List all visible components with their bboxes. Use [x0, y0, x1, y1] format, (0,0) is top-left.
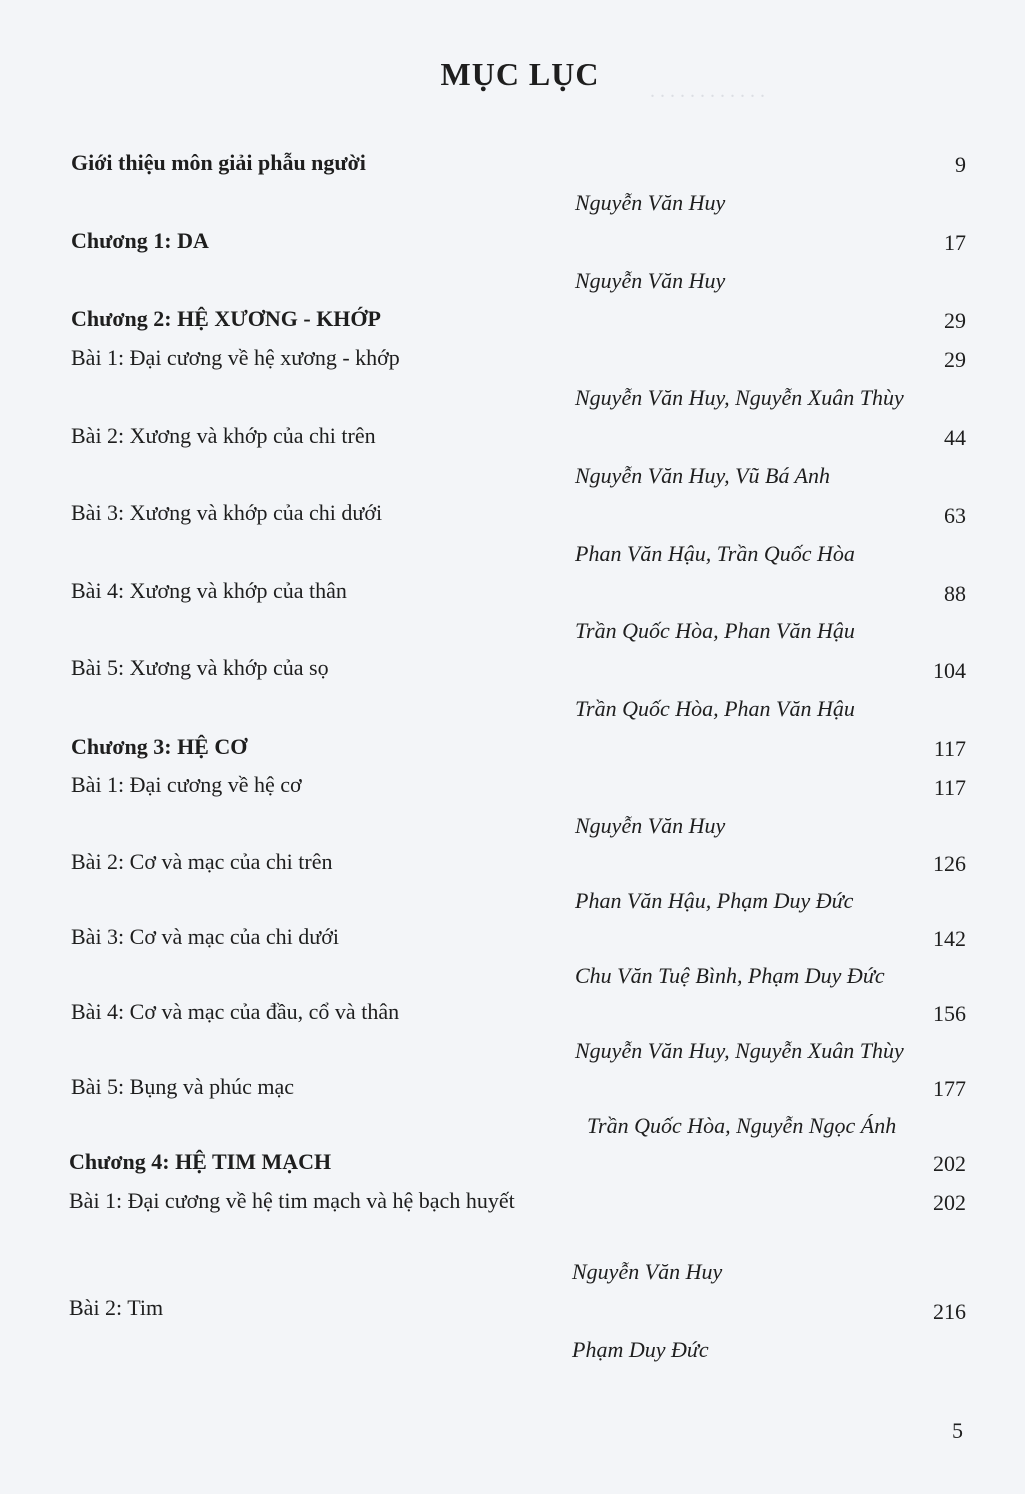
toc-c4-lesson-2-author: Phạm Duy Đức — [572, 1337, 709, 1362]
toc-c4-lesson-2-page: 216 — [933, 1299, 966, 1324]
toc-c3-lesson-3-page: 142 — [933, 926, 966, 951]
toc-c2-lesson-1-title: Bài 1: Đại cương về hệ xương - khớp — [71, 345, 400, 370]
toc-c4-lesson-1-author: Nguyễn Văn Huy — [572, 1259, 723, 1284]
toc-c2-lesson-5-author: Trần Quốc Hòa, Phan Văn Hậu — [575, 696, 855, 721]
toc-c3-lesson-3-author: Chu Văn Tuệ Bình, Phạm Duy Đức — [575, 963, 885, 988]
toc-c2-lesson-2-page: 44 — [944, 425, 966, 450]
toc-c3-lesson-5-page: 177 — [933, 1076, 966, 1101]
toc-chapter-4-title: Chương 4: HỆ TIM MẠCH — [69, 1149, 332, 1174]
toc-chapter-1-page: 17 — [944, 230, 966, 255]
toc-c2-lesson-1-author: Nguyễn Văn Huy, Nguyễn Xuân Thùy — [575, 385, 904, 410]
toc-c2-lesson-4-page: 88 — [944, 581, 966, 606]
toc-c2-lesson-1-page: 29 — [944, 347, 966, 372]
toc-chapter-4-page: 202 — [933, 1151, 966, 1176]
toc-c3-lesson-4-author: Nguyễn Văn Huy, Nguyễn Xuân Thùy — [575, 1038, 904, 1063]
toc-chapter-3-title: Chương 3: HỆ CƠ — [71, 734, 248, 759]
toc-chapter-1-title: Chương 1: DA — [71, 228, 209, 253]
bleed-through-text: . . . . . . . . . . . . — [650, 80, 765, 102]
toc-c3-lesson-4-page: 156 — [933, 1001, 966, 1026]
toc-c2-lesson-4-author: Trần Quốc Hòa, Phan Văn Hậu — [575, 618, 855, 643]
toc-chapter-3-page: 117 — [933, 736, 966, 761]
page-title: MỤC LỤC — [440, 56, 600, 92]
toc-c2-lesson-3-title: Bài 3: Xương và khớp của chi dưới — [71, 500, 383, 525]
toc-c3-lesson-1-title: Bài 1: Đại cương về hệ cơ — [71, 772, 302, 797]
toc-chapter-2-page: 29 — [944, 308, 966, 333]
toc-entry-intro-author: Nguyễn Văn Huy — [575, 190, 726, 215]
toc-c3-lesson-2-title: Bài 2: Cơ và mạc của chi trên — [71, 849, 333, 874]
toc-entry-intro-title: Giới thiệu môn giải phẫu người — [71, 150, 366, 175]
toc-c2-lesson-2-title: Bài 2: Xương và khớp của chi trên — [71, 423, 376, 448]
toc-c3-lesson-5-title: Bài 5: Bụng và phúc mạc — [71, 1074, 295, 1099]
toc-c2-lesson-3-author: Phan Văn Hậu, Trần Quốc Hòa — [575, 541, 855, 566]
page-number: 5 — [952, 1418, 963, 1443]
toc-c4-lesson-1-title: Bài 1: Đại cương về hệ tim mạch và hệ bạch huyết — [69, 1188, 515, 1213]
toc-c3-lesson-2-page: 126 — [933, 851, 966, 876]
toc-c3-lesson-2-author: Phan Văn Hậu, Phạm Duy Đức — [575, 888, 854, 913]
toc-c2-lesson-3-page: 63 — [944, 503, 966, 528]
toc-c3-lesson-4-title: Bài 4: Cơ và mạc của đầu, cổ và thân — [71, 999, 400, 1024]
toc-chapter-2-title: Chương 2: HỆ XƯƠNG - KHỚP — [71, 306, 381, 331]
toc-c2-lesson-5-page: 104 — [933, 658, 966, 683]
toc-chapter-1-author: Nguyễn Văn Huy — [575, 268, 726, 293]
toc-c3-lesson-1-page: 117 — [933, 775, 966, 800]
toc-c3-lesson-5-author: Trần Quốc Hòa, Nguyễn Ngọc Ánh — [587, 1113, 897, 1138]
toc-entry-intro-page: 9 — [955, 152, 966, 177]
toc-c4-lesson-2-title: Bài 2: Tim — [69, 1295, 164, 1320]
toc-c3-lesson-1-author: Nguyễn Văn Huy — [575, 813, 726, 838]
toc-c2-lesson-4-title: Bài 4: Xương và khớp của thân — [71, 578, 347, 603]
toc-c3-lesson-3-title: Bài 3: Cơ và mạc của chi dưới — [71, 924, 339, 949]
toc-c2-lesson-2-author: Nguyễn Văn Huy, Vũ Bá Anh — [575, 463, 830, 488]
toc-c2-lesson-5-title: Bài 5: Xương và khớp của sọ — [71, 655, 329, 680]
toc-c4-lesson-1-page: 202 — [933, 1190, 966, 1215]
